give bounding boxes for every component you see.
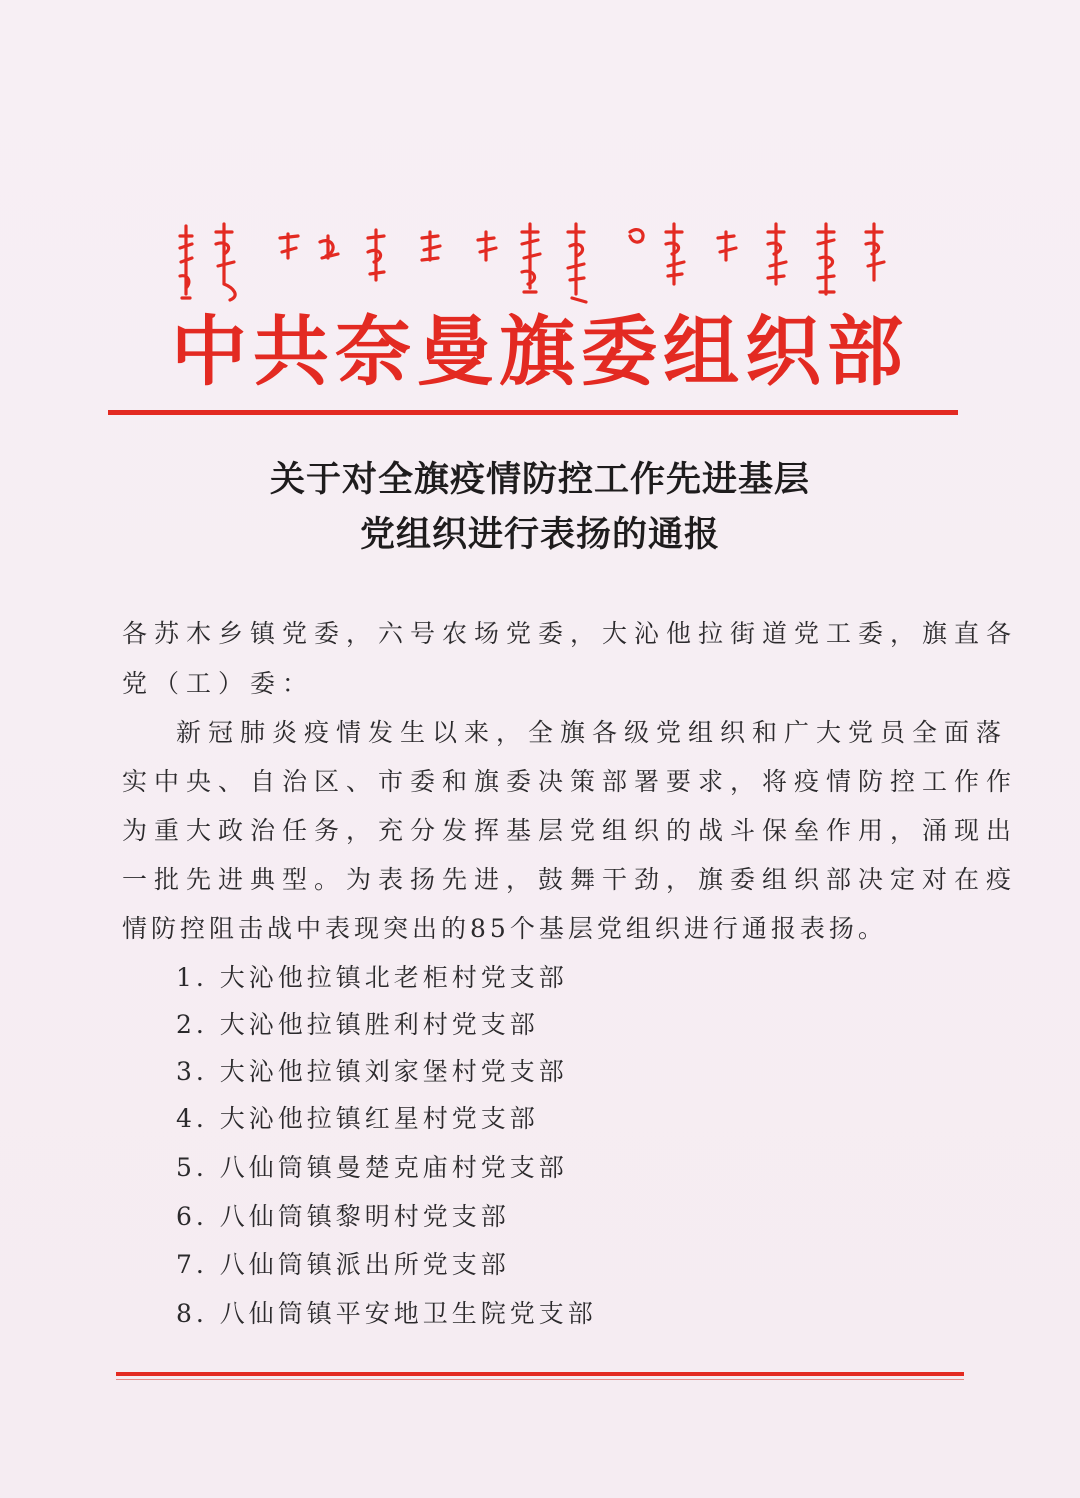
- letterhead-red-rule: [108, 410, 958, 415]
- salutation-line-1: 各苏木乡镇党委，六号农场党委，大沁他拉街道党工委，旗直各: [122, 619, 1019, 648]
- document-title-line-1: 关于对全旗疫情防控工作先进基层: [269, 460, 810, 500]
- list-item: 6. 八仙筒镇黎明村党支部: [176, 1202, 510, 1231]
- paragraph-line: 新冠肺炎疫情发生以来，全旗各级党组织和广大党员全面落: [176, 718, 1009, 747]
- paragraph-line: 实中央、自治区、市委和旗委决策部署要求，将疫情防控工作作: [122, 767, 1019, 796]
- list-item: 2. 大沁他拉镇胜利村党支部: [176, 1010, 539, 1039]
- footer-red-rule-thin: [116, 1379, 964, 1380]
- document-title-line-2: 党组织进行表扬的通报: [359, 515, 720, 555]
- salutation-line-2: 党（工）委：: [122, 669, 315, 698]
- org-letterhead-title: 中共奈曼旗委组织部: [171, 307, 909, 396]
- mongolian-letterhead-script: [178, 214, 894, 306]
- paragraph-line: 一批先进典型。为表扬先进，鼓舞干劲，旗委组织部决定对在疫: [122, 865, 1019, 894]
- list-item: 7. 八仙筒镇派出所党支部: [176, 1250, 510, 1279]
- list-item: 4. 大沁他拉镇红星村党支部: [176, 1104, 539, 1133]
- paragraph-line: 为重大政治任务，充分发挥基层党组织的战斗保垒作用，涌现出: [122, 816, 1019, 845]
- list-item: 1. 大沁他拉镇北老柜村党支部: [176, 963, 568, 992]
- footer-red-rule: [116, 1372, 964, 1376]
- list-item: 3. 大沁他拉镇刘家堡村党支部: [176, 1057, 568, 1086]
- list-item: 5. 八仙筒镇曼楚克庙村党支部: [176, 1153, 568, 1182]
- list-item: 8. 八仙筒镇平安地卫生院党支部: [176, 1299, 597, 1328]
- paragraph-line: 情防控阻击战中表现突出的85个基层党组织进行通报表扬。: [122, 914, 887, 943]
